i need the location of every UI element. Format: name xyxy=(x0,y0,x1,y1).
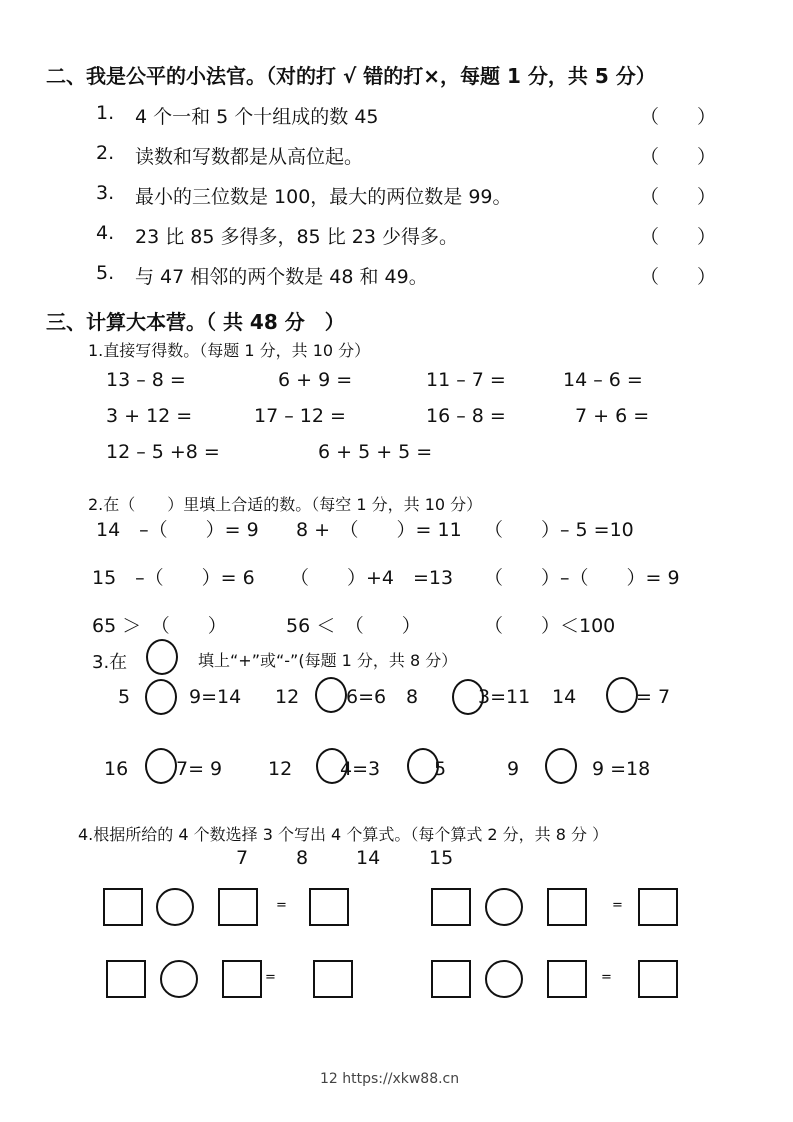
question-2-text: 读数和写数都是从高位起。 xyxy=(135,146,364,168)
operand: 12 xyxy=(275,686,300,708)
part3-title-start: 3.在 xyxy=(92,652,128,673)
page-footer: 12 https://xkw88.cn xyxy=(320,1071,460,1087)
part4-title: 4.根据所给的 4 个数选择 3 个写出 4 个算式。（每个算式 2 分，共 8 分 ） xyxy=(78,825,609,844)
equals-sign: = xyxy=(601,970,612,985)
fill-in-equation[interactable]: （ ）– 5 =10 xyxy=(484,519,634,541)
operator-circle[interactable] xyxy=(606,677,638,713)
question-3-text: 最小的三位数是 100，最大的两位数是 99。 xyxy=(135,186,512,208)
equation: 3 + 12 = xyxy=(106,405,193,427)
operator-circle[interactable] xyxy=(485,888,523,926)
fill-in-equation[interactable]: 14 –（ ）= 9 xyxy=(96,519,259,541)
equals-sign: = xyxy=(276,898,287,913)
part2-title: 2.在（ ）里填上合适的数。（每空 1 分，共 10 分） xyxy=(88,495,483,514)
equation: 13 – 8 = xyxy=(106,369,186,391)
operator-circle[interactable] xyxy=(485,960,523,998)
operand: 9 xyxy=(507,758,520,780)
operand: 4=3 xyxy=(340,758,381,780)
equals-sign: = xyxy=(612,898,623,913)
fill-in-comparison[interactable]: 65 ＞ （ ） xyxy=(92,615,227,637)
answer-box[interactable] xyxy=(313,960,353,998)
question-3-number: 3. xyxy=(96,182,115,204)
section2-title: 二、我是公平的小法官。（对的打 √ 错的打×，每题 1 分，共 5 分） xyxy=(46,64,656,88)
equation: 16 – 8 = xyxy=(426,405,506,427)
operator-circle[interactable] xyxy=(145,748,177,784)
fill-in-comparison[interactable]: （ ）＜100 xyxy=(484,615,616,637)
equation: 14 – 6 = xyxy=(563,369,643,391)
question-5-text: 与 47 相邻的两个数是 48 和 49。 xyxy=(135,266,428,288)
operand: 9 =18 xyxy=(592,758,651,780)
given-number: 15 xyxy=(429,847,454,869)
answer-box[interactable] xyxy=(638,960,678,998)
operand: 6=6 xyxy=(346,686,387,708)
operand: 12 xyxy=(268,758,293,780)
equation: 6 + 5 + 5 = xyxy=(318,441,433,463)
operand: 14 xyxy=(552,686,577,708)
operand: 7= 9 xyxy=(176,758,223,780)
fill-in-equation[interactable]: 8 + （ ）= 11 xyxy=(296,519,462,541)
answer-box[interactable] xyxy=(431,960,471,998)
equation: 12 – 5 +8 = xyxy=(106,441,220,463)
operator-circle[interactable] xyxy=(545,748,577,784)
part3-title-end: 填上“+”或“-”(每题 1 分，共 8 分） xyxy=(198,651,458,670)
question-5-answer-blank[interactable]: （ ） xyxy=(640,266,717,288)
question-5-number: 5. xyxy=(96,262,115,284)
answer-box[interactable] xyxy=(309,888,349,926)
given-number: 14 xyxy=(356,847,381,869)
fill-in-equation[interactable]: （ ）–（ ）= 9 xyxy=(484,567,680,589)
operator-circle-example xyxy=(146,639,178,675)
question-1-answer-blank[interactable]: （ ） xyxy=(640,106,717,128)
answer-box[interactable] xyxy=(547,960,587,998)
answer-box[interactable] xyxy=(222,960,262,998)
equation: 17 – 12 = xyxy=(254,405,346,427)
operand: 3=11 xyxy=(478,686,531,708)
fill-in-equation[interactable]: （ ）+4 =13 xyxy=(290,567,454,589)
part1-title: 1.直接写得数。（每题 1 分，共 10 分） xyxy=(88,341,371,360)
answer-box[interactable] xyxy=(638,888,678,926)
given-number: 8 xyxy=(296,847,309,869)
question-4-text: 23 比 85 多得多，85 比 23 少得多。 xyxy=(135,226,458,248)
operand: 5 xyxy=(434,758,447,780)
operand: = 7 xyxy=(636,686,671,708)
equation: 11 – 7 = xyxy=(426,369,506,391)
operand: 5 xyxy=(118,686,131,708)
operator-circle[interactable] xyxy=(160,960,198,998)
answer-box[interactable] xyxy=(547,888,587,926)
operator-circle[interactable] xyxy=(156,888,194,926)
given-number: 7 xyxy=(236,847,249,869)
equals-sign: = xyxy=(265,970,276,985)
fill-in-comparison[interactable]: 56 ＜ （ ） xyxy=(286,615,421,637)
operand: 8 xyxy=(406,686,419,708)
question-3-answer-blank[interactable]: （ ） xyxy=(640,186,717,208)
operand: 9=14 xyxy=(189,686,242,708)
answer-box[interactable] xyxy=(218,888,258,926)
question-2-answer-blank[interactable]: （ ） xyxy=(640,146,717,168)
equation: 6 + 9 = xyxy=(278,369,353,391)
answer-box[interactable] xyxy=(431,888,471,926)
section3-title: 三、计算大本营。（ 共 48 分 ） xyxy=(46,310,345,334)
operator-circle[interactable] xyxy=(315,677,347,713)
question-4-number: 4. xyxy=(96,222,115,244)
operator-circle[interactable] xyxy=(145,679,177,715)
fill-in-equation[interactable]: 15 –（ ）= 6 xyxy=(92,567,255,589)
question-1-number: 1. xyxy=(96,102,115,124)
equation: 7 + 6 = xyxy=(575,405,650,427)
answer-box[interactable] xyxy=(106,960,146,998)
operand: 16 xyxy=(104,758,129,780)
answer-box[interactable] xyxy=(103,888,143,926)
question-2-number: 2. xyxy=(96,142,115,164)
question-4-answer-blank[interactable]: （ ） xyxy=(640,226,717,248)
question-1-text: 4 个一和 5 个十组成的数 45 xyxy=(135,106,379,128)
